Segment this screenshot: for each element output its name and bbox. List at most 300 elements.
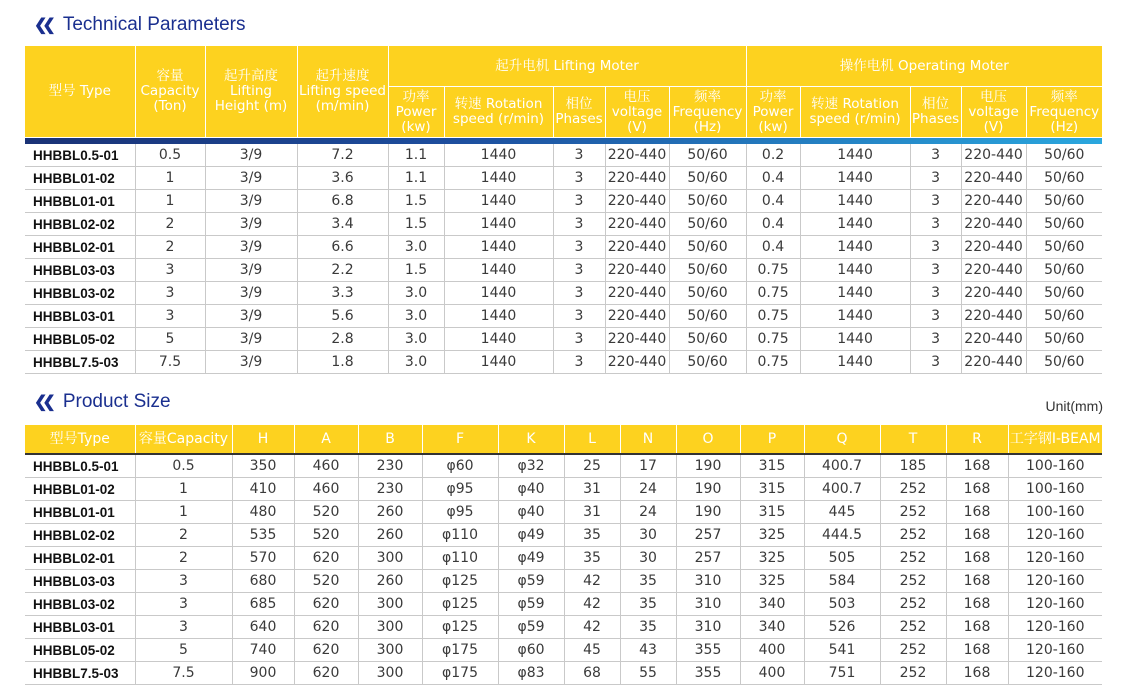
table-cell: 35 — [620, 616, 676, 639]
table-cell: φ95 — [422, 501, 498, 524]
table-cell: 1440 — [444, 167, 553, 190]
table-cell: 3/9 — [205, 259, 297, 282]
table-cell: 220-440 — [961, 351, 1026, 374]
table-cell: 120-160 — [1008, 616, 1102, 639]
table-cell: φ60 — [422, 454, 498, 478]
table-row — [25, 662, 1102, 685]
table-cell: 17 — [620, 454, 676, 478]
model-cell: HHBBL7.5-03 — [25, 662, 135, 685]
table-cell: 1440 — [444, 328, 553, 351]
table-cell: 100-160 — [1008, 501, 1102, 524]
table-cell: 120-160 — [1008, 547, 1102, 570]
table-cell: φ59 — [498, 593, 564, 616]
model-cell: HHBBL0.5-01 — [25, 144, 135, 167]
model-cell: HHBBL03-02 — [25, 282, 135, 305]
table-cell: 45 — [564, 639, 620, 662]
table-cell: 42 — [564, 593, 620, 616]
table-cell: 0.4 — [746, 167, 800, 190]
table-cell: 300 — [358, 639, 422, 662]
table-cell: 1 — [135, 167, 205, 190]
table-cell: 220-440 — [961, 213, 1026, 236]
table-row — [25, 282, 1102, 305]
table-cell: 1440 — [444, 305, 553, 328]
table-cell: 0.75 — [746, 282, 800, 305]
table-cell: 3.0 — [388, 351, 444, 374]
table-cell: 35 — [620, 570, 676, 593]
size-header-6: K — [498, 425, 564, 454]
header-sub-9: 频率 Frequency (Hz) — [1026, 87, 1102, 138]
table-cell: 3.6 — [297, 167, 388, 190]
table-cell: 168 — [946, 454, 1008, 478]
table-cell: 3.0 — [388, 282, 444, 305]
table-cell: 0.4 — [746, 213, 800, 236]
table-cell: 42 — [564, 570, 620, 593]
table-cell: 0.2 — [746, 144, 800, 167]
table-cell: 2.8 — [297, 328, 388, 351]
table-cell: 1.8 — [297, 351, 388, 374]
table-cell: 30 — [620, 524, 676, 547]
table-cell: 620 — [294, 547, 358, 570]
table-cell: 3 — [910, 236, 961, 259]
table-cell: 120-160 — [1008, 524, 1102, 547]
table-cell: 300 — [358, 547, 422, 570]
table-cell: 480 — [232, 501, 294, 524]
table-cell: 520 — [294, 570, 358, 593]
header-lifting-motor: 起升电机 Lifting Moter — [388, 46, 746, 87]
table-cell: 120-160 — [1008, 593, 1102, 616]
table-cell: 260 — [358, 570, 422, 593]
table-cell: 3 — [135, 616, 232, 639]
table-cell: 50/60 — [1026, 351, 1102, 374]
table-cell: 751 — [804, 662, 880, 685]
header-lifting-speed: 起升速度 Lifting speed (m/min) — [297, 46, 388, 138]
table-cell: 505 — [804, 547, 880, 570]
table-cell: 0.4 — [746, 190, 800, 213]
table-cell: 50/60 — [1026, 144, 1102, 167]
table-cell: 740 — [232, 639, 294, 662]
table-cell: 1440 — [444, 190, 553, 213]
size-header-3: A — [294, 425, 358, 454]
table-cell: φ125 — [422, 616, 498, 639]
table-row — [25, 547, 1102, 570]
table-cell: 460 — [294, 478, 358, 501]
table-cell: 168 — [946, 524, 1008, 547]
product-size-table — [25, 425, 1102, 685]
table-cell: 220-440 — [605, 236, 669, 259]
table-cell: 310 — [676, 616, 740, 639]
table-cell: 5.6 — [297, 305, 388, 328]
table-cell: 3.0 — [388, 305, 444, 328]
header-sub-4: 频率 Frequency (Hz) — [669, 87, 746, 138]
table-cell: 3 — [553, 282, 605, 305]
table-cell: 3 — [910, 144, 961, 167]
model-cell: HHBBL01-01 — [25, 501, 135, 524]
table-cell: 42 — [564, 616, 620, 639]
unit-label: Unit(mm) — [1045, 398, 1103, 414]
double-chevron-left-icon: ❮❮ — [34, 394, 51, 411]
table-cell: 230 — [358, 454, 422, 478]
table-cell: 220-440 — [605, 190, 669, 213]
table-cell: φ49 — [498, 547, 564, 570]
table-cell: 252 — [880, 547, 946, 570]
table-cell: 300 — [358, 593, 422, 616]
table-cell: 50/60 — [1026, 236, 1102, 259]
table-row — [25, 639, 1102, 662]
size-header-13: R — [946, 425, 1008, 454]
table-cell: 220-440 — [961, 144, 1026, 167]
table-cell: 570 — [232, 547, 294, 570]
table-cell: 2 — [135, 213, 205, 236]
table-cell: 55 — [620, 662, 676, 685]
table-cell: 230 — [358, 478, 422, 501]
table-cell: 3 — [135, 259, 205, 282]
table-cell: 400.7 — [804, 454, 880, 478]
table-row — [25, 236, 1102, 259]
table-cell: 168 — [946, 478, 1008, 501]
table-cell: 400 — [740, 639, 804, 662]
table-row — [25, 616, 1102, 639]
header-sub-0: 功率 Power (kw) — [388, 87, 444, 138]
table-cell: 300 — [358, 616, 422, 639]
header-sub-3: 电压 voltage (V) — [605, 87, 669, 138]
table-cell: 168 — [946, 547, 1008, 570]
table-cell: 3 — [553, 328, 605, 351]
table-cell: 0.75 — [746, 305, 800, 328]
table-cell: 50/60 — [669, 236, 746, 259]
table-cell: 3 — [910, 259, 961, 282]
table-cell: 584 — [804, 570, 880, 593]
table-cell: 190 — [676, 478, 740, 501]
model-cell: HHBBL02-02 — [25, 524, 135, 547]
table-cell: 3 — [135, 305, 205, 328]
model-cell: HHBBL02-02 — [25, 213, 135, 236]
model-cell: HHBBL01-02 — [25, 167, 135, 190]
table-cell: 3 — [553, 144, 605, 167]
table-cell: 168 — [946, 501, 1008, 524]
size-header-8: N — [620, 425, 676, 454]
table-cell: 620 — [294, 593, 358, 616]
table-cell: 220-440 — [605, 328, 669, 351]
table-cell: 1.5 — [388, 213, 444, 236]
table-cell: 355 — [676, 662, 740, 685]
table-cell: 24 — [620, 478, 676, 501]
table-cell: 685 — [232, 593, 294, 616]
table-cell: 220-440 — [605, 144, 669, 167]
table-cell: 2.2 — [297, 259, 388, 282]
table-cell: 50/60 — [669, 351, 746, 374]
size-header-0: 型号Type — [25, 425, 135, 454]
table-cell: 325 — [740, 570, 804, 593]
model-cell: HHBBL7.5-03 — [25, 351, 135, 374]
table-cell: 3 — [910, 190, 961, 213]
section-title-technical — [34, 14, 246, 36]
table-cell: 43 — [620, 639, 676, 662]
table-cell: 220-440 — [961, 305, 1026, 328]
table-cell: 7.5 — [135, 351, 205, 374]
table-cell: 220-440 — [605, 259, 669, 282]
model-cell: HHBBL03-01 — [25, 305, 135, 328]
table-cell: 7.2 — [297, 144, 388, 167]
table-cell: 1440 — [444, 213, 553, 236]
table-cell: 120-160 — [1008, 662, 1102, 685]
model-cell: HHBBL0.5-01 — [25, 454, 135, 478]
table-cell: 220-440 — [605, 167, 669, 190]
table-cell: 620 — [294, 639, 358, 662]
table-cell: 220-440 — [961, 259, 1026, 282]
table-cell: 252 — [880, 524, 946, 547]
table-cell: 520 — [294, 524, 358, 547]
table-row — [25, 454, 1102, 478]
table-cell: 526 — [804, 616, 880, 639]
table-cell: 168 — [946, 570, 1008, 593]
table-row — [25, 570, 1102, 593]
header-model: 型号 Type — [25, 46, 135, 138]
table-cell: 35 — [620, 593, 676, 616]
table-cell: 325 — [740, 524, 804, 547]
table-cell: 3.4 — [297, 213, 388, 236]
table-row — [25, 593, 1102, 616]
table-cell: 3 — [553, 213, 605, 236]
table-cell: 100-160 — [1008, 478, 1102, 501]
table-cell: 3 — [553, 351, 605, 374]
table-cell: 3/9 — [205, 282, 297, 305]
table-cell: 220-440 — [605, 282, 669, 305]
table-cell: 0.5 — [135, 144, 205, 167]
table-cell: 50/60 — [669, 167, 746, 190]
table-cell: 1440 — [800, 305, 910, 328]
table-cell: 220-440 — [961, 167, 1026, 190]
table-cell: 400.7 — [804, 478, 880, 501]
table-cell: 50/60 — [669, 259, 746, 282]
table-cell: 50/60 — [1026, 305, 1102, 328]
table-cell: 1440 — [800, 236, 910, 259]
size-header-2: H — [232, 425, 294, 454]
table-cell: φ125 — [422, 570, 498, 593]
table-row — [25, 190, 1102, 213]
table-cell: 3/9 — [205, 190, 297, 213]
table-row — [25, 478, 1102, 501]
table-cell: 257 — [676, 524, 740, 547]
table-cell: 620 — [294, 662, 358, 685]
table-cell: 315 — [740, 454, 804, 478]
table-cell: 640 — [232, 616, 294, 639]
table-cell: 252 — [880, 616, 946, 639]
table-cell: 900 — [232, 662, 294, 685]
table-cell: 50/60 — [1026, 328, 1102, 351]
table-cell: 260 — [358, 501, 422, 524]
table-cell: 252 — [880, 639, 946, 662]
table-cell: 3/9 — [205, 213, 297, 236]
table-cell: 315 — [740, 478, 804, 501]
model-cell: HHBBL05-02 — [25, 639, 135, 662]
table-cell: 220-440 — [605, 351, 669, 374]
table-cell: 620 — [294, 616, 358, 639]
table-cell: 535 — [232, 524, 294, 547]
model-cell: HHBBL01-02 — [25, 478, 135, 501]
header-sub-1: 转速 Rotation speed (r/min) — [444, 87, 553, 138]
table-cell: 3.0 — [388, 328, 444, 351]
table-cell: 445 — [804, 501, 880, 524]
table-cell: 1 — [135, 478, 232, 501]
table-cell: 24 — [620, 501, 676, 524]
double-chevron-left-icon: ❮❮ — [34, 17, 51, 34]
table-cell: φ40 — [498, 501, 564, 524]
table-cell: 1440 — [444, 144, 553, 167]
table-cell: 3/9 — [205, 167, 297, 190]
table-cell: 1440 — [800, 282, 910, 305]
size-header-1: 容量Capacity — [135, 425, 232, 454]
table-cell: 3 — [135, 570, 232, 593]
table-cell: 220-440 — [605, 305, 669, 328]
table-cell: 2 — [135, 524, 232, 547]
size-header-7: L — [564, 425, 620, 454]
table-cell: 120-160 — [1008, 639, 1102, 662]
model-cell: HHBBL03-02 — [25, 593, 135, 616]
table-cell: 3 — [553, 305, 605, 328]
table-cell: 1.1 — [388, 144, 444, 167]
table-cell: 50/60 — [669, 328, 746, 351]
table-cell: 50/60 — [669, 305, 746, 328]
table-row — [25, 351, 1102, 374]
size-header-12: T — [880, 425, 946, 454]
size-header-5: F — [422, 425, 498, 454]
table-cell: 1440 — [800, 167, 910, 190]
model-cell: HHBBL03-01 — [25, 616, 135, 639]
table-cell: φ125 — [422, 593, 498, 616]
table-cell: 2 — [135, 236, 205, 259]
table-row — [25, 259, 1102, 282]
table-cell: 3 — [135, 593, 232, 616]
table-cell: 220-440 — [961, 328, 1026, 351]
table-cell: 1440 — [444, 351, 553, 374]
table-cell: 1440 — [444, 282, 553, 305]
table-cell: 5 — [135, 639, 232, 662]
table-cell: φ175 — [422, 662, 498, 685]
table-cell: 0.75 — [746, 351, 800, 374]
table-cell: 120-160 — [1008, 570, 1102, 593]
header-capacity: 容量 Capacity (Ton) — [135, 46, 205, 138]
table-cell: 257 — [676, 547, 740, 570]
size-header-9: O — [676, 425, 740, 454]
table-cell: 50/60 — [669, 213, 746, 236]
table-cell: 400 — [740, 662, 804, 685]
technical-parameters-table — [25, 46, 1102, 374]
section-title-text: Product Size — [62, 391, 171, 412]
table-cell: 50/60 — [669, 144, 746, 167]
table-cell: 50/60 — [669, 282, 746, 305]
header-sub-8: 电压 voltage (V) — [961, 87, 1026, 138]
table-cell: 3 — [910, 213, 961, 236]
table-cell: 6.8 — [297, 190, 388, 213]
table-cell: 3.0 — [388, 236, 444, 259]
section-title-product-size — [34, 391, 171, 413]
table-cell: 252 — [880, 501, 946, 524]
table-cell: 35 — [564, 524, 620, 547]
table-cell: 5 — [135, 328, 205, 351]
table-cell: 3 — [910, 328, 961, 351]
section-title-text: Technical Parameters — [62, 14, 246, 35]
table-cell: φ49 — [498, 524, 564, 547]
table-cell: 3/9 — [205, 236, 297, 259]
table-cell: 355 — [676, 639, 740, 662]
table-cell: 7.5 — [135, 662, 232, 685]
table-cell: 25 — [564, 454, 620, 478]
table-cell: 252 — [880, 662, 946, 685]
table-cell: 220-440 — [961, 236, 1026, 259]
table-cell: 252 — [880, 593, 946, 616]
table-cell: φ110 — [422, 547, 498, 570]
model-cell: HHBBL05-02 — [25, 328, 135, 351]
model-cell: HHBBL02-01 — [25, 236, 135, 259]
table-cell: φ59 — [498, 616, 564, 639]
table-cell: 1440 — [800, 213, 910, 236]
table-cell: 3 — [553, 190, 605, 213]
header-sub-5: 功率 Power (kw) — [746, 87, 800, 138]
table-cell: 252 — [880, 570, 946, 593]
table-cell: 350 — [232, 454, 294, 478]
table-cell: 1.5 — [388, 259, 444, 282]
table-cell: 340 — [740, 593, 804, 616]
size-header-10: P — [740, 425, 804, 454]
table-cell: 1440 — [444, 259, 553, 282]
table-cell: 680 — [232, 570, 294, 593]
table-cell: 3.3 — [297, 282, 388, 305]
table-cell: 220-440 — [605, 213, 669, 236]
table-cell: 35 — [564, 547, 620, 570]
table-cell: 520 — [294, 501, 358, 524]
table-cell: φ110 — [422, 524, 498, 547]
table-cell: 3 — [910, 351, 961, 374]
table-cell: 3 — [135, 282, 205, 305]
table-cell: 6.6 — [297, 236, 388, 259]
table-cell: 3/9 — [205, 305, 297, 328]
size-header-14: 工字钢I-BEAM — [1008, 425, 1102, 454]
table-row — [25, 501, 1102, 524]
table-row — [25, 213, 1102, 236]
table-cell: 50/60 — [669, 190, 746, 213]
table-cell: 1440 — [800, 190, 910, 213]
table-cell: 168 — [946, 662, 1008, 685]
table-cell: 50/60 — [1026, 213, 1102, 236]
table-cell: 100-160 — [1008, 454, 1102, 478]
table-cell: 410 — [232, 478, 294, 501]
table-cell: 3 — [910, 167, 961, 190]
table-cell: φ59 — [498, 570, 564, 593]
table-cell: 2 — [135, 547, 232, 570]
table-cell: 340 — [740, 616, 804, 639]
table-cell: φ40 — [498, 478, 564, 501]
table-cell: 310 — [676, 593, 740, 616]
header-operating-motor: 操作电机 Operating Moter — [746, 46, 1102, 87]
table-cell: 50/60 — [1026, 259, 1102, 282]
table-cell: 541 — [804, 639, 880, 662]
table-cell: 50/60 — [1026, 282, 1102, 305]
table-cell: 168 — [946, 616, 1008, 639]
table-cell: 68 — [564, 662, 620, 685]
table-cell: 3 — [910, 282, 961, 305]
table-cell: 3 — [553, 259, 605, 282]
table-cell: φ95 — [422, 478, 498, 501]
table-cell: 3 — [910, 305, 961, 328]
table-cell: 3/9 — [205, 351, 297, 374]
table-cell: 1440 — [800, 144, 910, 167]
size-header-4: B — [358, 425, 422, 454]
table-cell: 300 — [358, 662, 422, 685]
model-cell: HHBBL02-01 — [25, 547, 135, 570]
table-cell: 252 — [880, 478, 946, 501]
table-cell: φ60 — [498, 639, 564, 662]
table-cell: 30 — [620, 547, 676, 570]
